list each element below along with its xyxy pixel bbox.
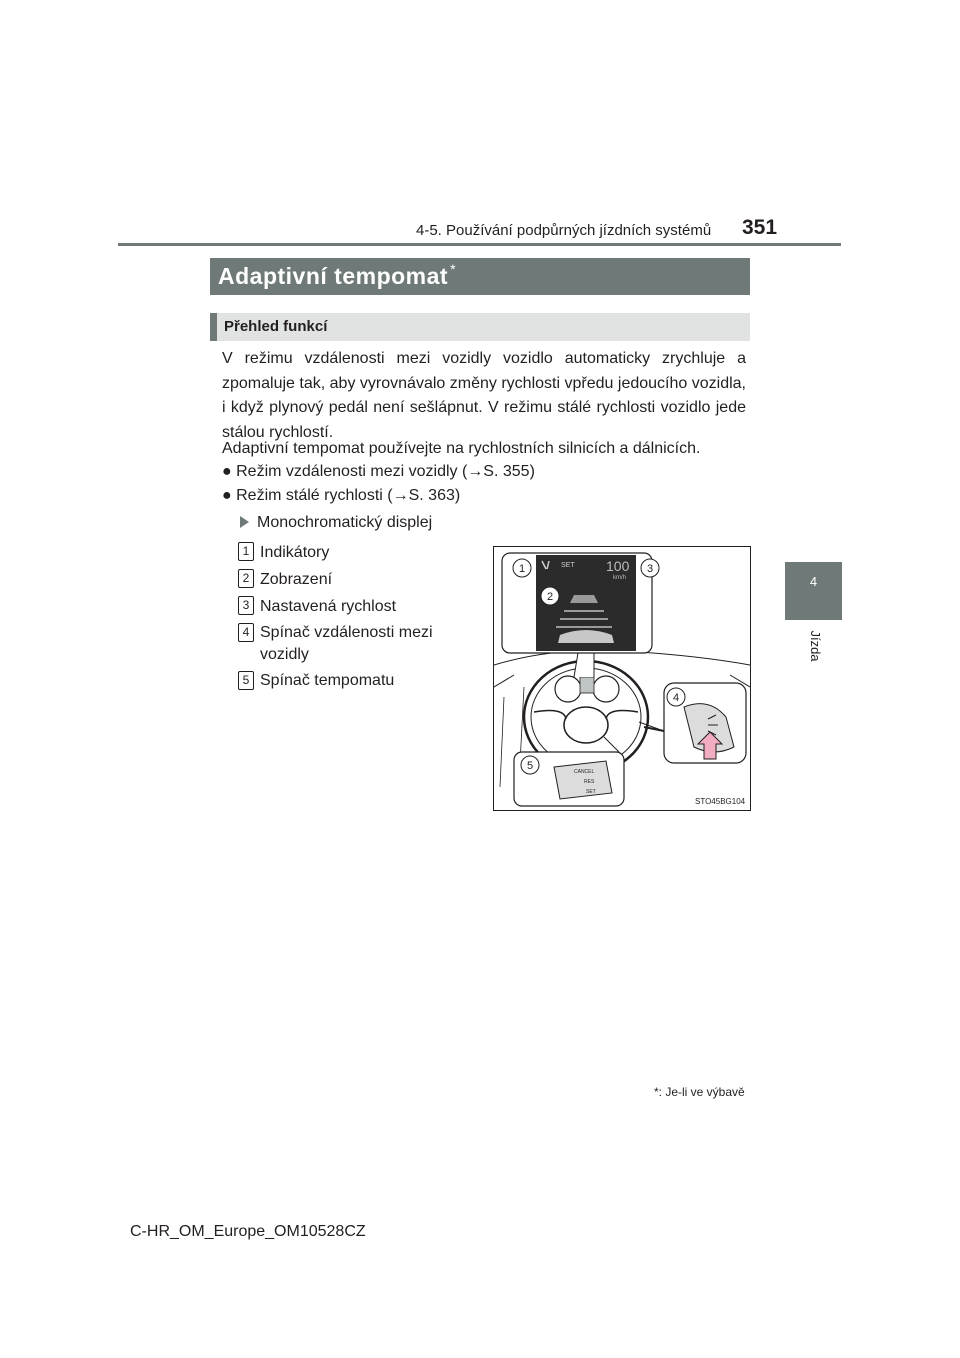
- section-title: 4-5. Používání podpůrných jízdních systémů: [416, 222, 712, 239]
- display-type-heading: [240, 514, 432, 532]
- subsection-bar: [210, 313, 750, 341]
- legend-number: 4: [238, 623, 254, 642]
- subsection-title: Přehled funkcí: [224, 318, 328, 335]
- document-id: C-HR_OM_Europe_OM10528CZ: [130, 1223, 366, 1240]
- legend-number: 2: [238, 569, 254, 588]
- lever-label-set: SET: [586, 789, 596, 795]
- page-title-text: Adaptivní tempomat: [218, 263, 449, 289]
- section-heading-bar: [210, 258, 750, 295]
- legend-number: 3: [238, 596, 254, 615]
- display-speed-text: 100: [606, 558, 630, 574]
- callout-1: 1: [518, 563, 526, 575]
- legend-text: Zobrazení: [260, 571, 333, 588]
- callout-5: 5: [526, 760, 534, 772]
- bullet-text: Režim vzdálenosti mezi vozidly (→S. 355): [236, 463, 535, 480]
- legend-text: Indikátory: [260, 544, 330, 561]
- bullet-item: [222, 487, 460, 505]
- bullet-item: [222, 463, 535, 481]
- bullet-text: Režim stálé rychlosti (→S. 363): [236, 487, 461, 504]
- display-unit-text: km/h: [613, 575, 627, 581]
- lever-label-cancel: CANCEL: [574, 769, 595, 775]
- intro-paragraph: V režimu vzdálenosti mezi vozidly vozidlo automaticky zrychluje a zpomaluje tak, aby vyrovnávalo změny rychlosti vpředu jedoucího vozidla, i když plynový pedál není sešlápnut. V režimu stálé rychlosti vozidlo jede stálou rychlostí.: [222, 350, 746, 441]
- usage-paragraph: Adaptivní tempomat používejte na rychlostních silnicích a dálnicích.: [222, 440, 701, 457]
- lever-label-res: RES: [584, 779, 595, 785]
- optional-equipment-marker: *: [450, 261, 457, 277]
- figure-code: STO45BG104: [695, 797, 746, 806]
- display-type-text: Monochromatický displej: [257, 514, 433, 531]
- bullet-symbol: ●: [222, 463, 232, 480]
- cockpit-illustration: [493, 546, 751, 811]
- bullet-symbol: ●: [222, 487, 232, 504]
- callout-2: 2: [546, 591, 554, 603]
- cockpit-drawing: [494, 547, 750, 810]
- callout-4: 4: [672, 692, 680, 704]
- display-set-text: SET: [561, 562, 575, 569]
- page-number: 351: [742, 216, 778, 239]
- chapter-number: 4: [809, 574, 818, 589]
- triangle-marker-icon: [240, 516, 249, 528]
- legend-text: Spínač tempomatu: [260, 672, 395, 689]
- legend-number: 1: [238, 542, 254, 561]
- callout-3: 3: [646, 563, 654, 575]
- chapter-label: Jízda: [808, 630, 823, 662]
- legend-text: Nastavená rychlost: [260, 598, 397, 615]
- legend-number: 5: [238, 671, 254, 690]
- header-rule: [118, 243, 841, 246]
- page-title: [218, 263, 456, 290]
- footnote: *: Je-li ve výbavě: [654, 1085, 745, 1099]
- subsection-accent: [210, 313, 217, 341]
- legend-text: Spínač vzdálenosti mezi vozidly: [260, 624, 433, 663]
